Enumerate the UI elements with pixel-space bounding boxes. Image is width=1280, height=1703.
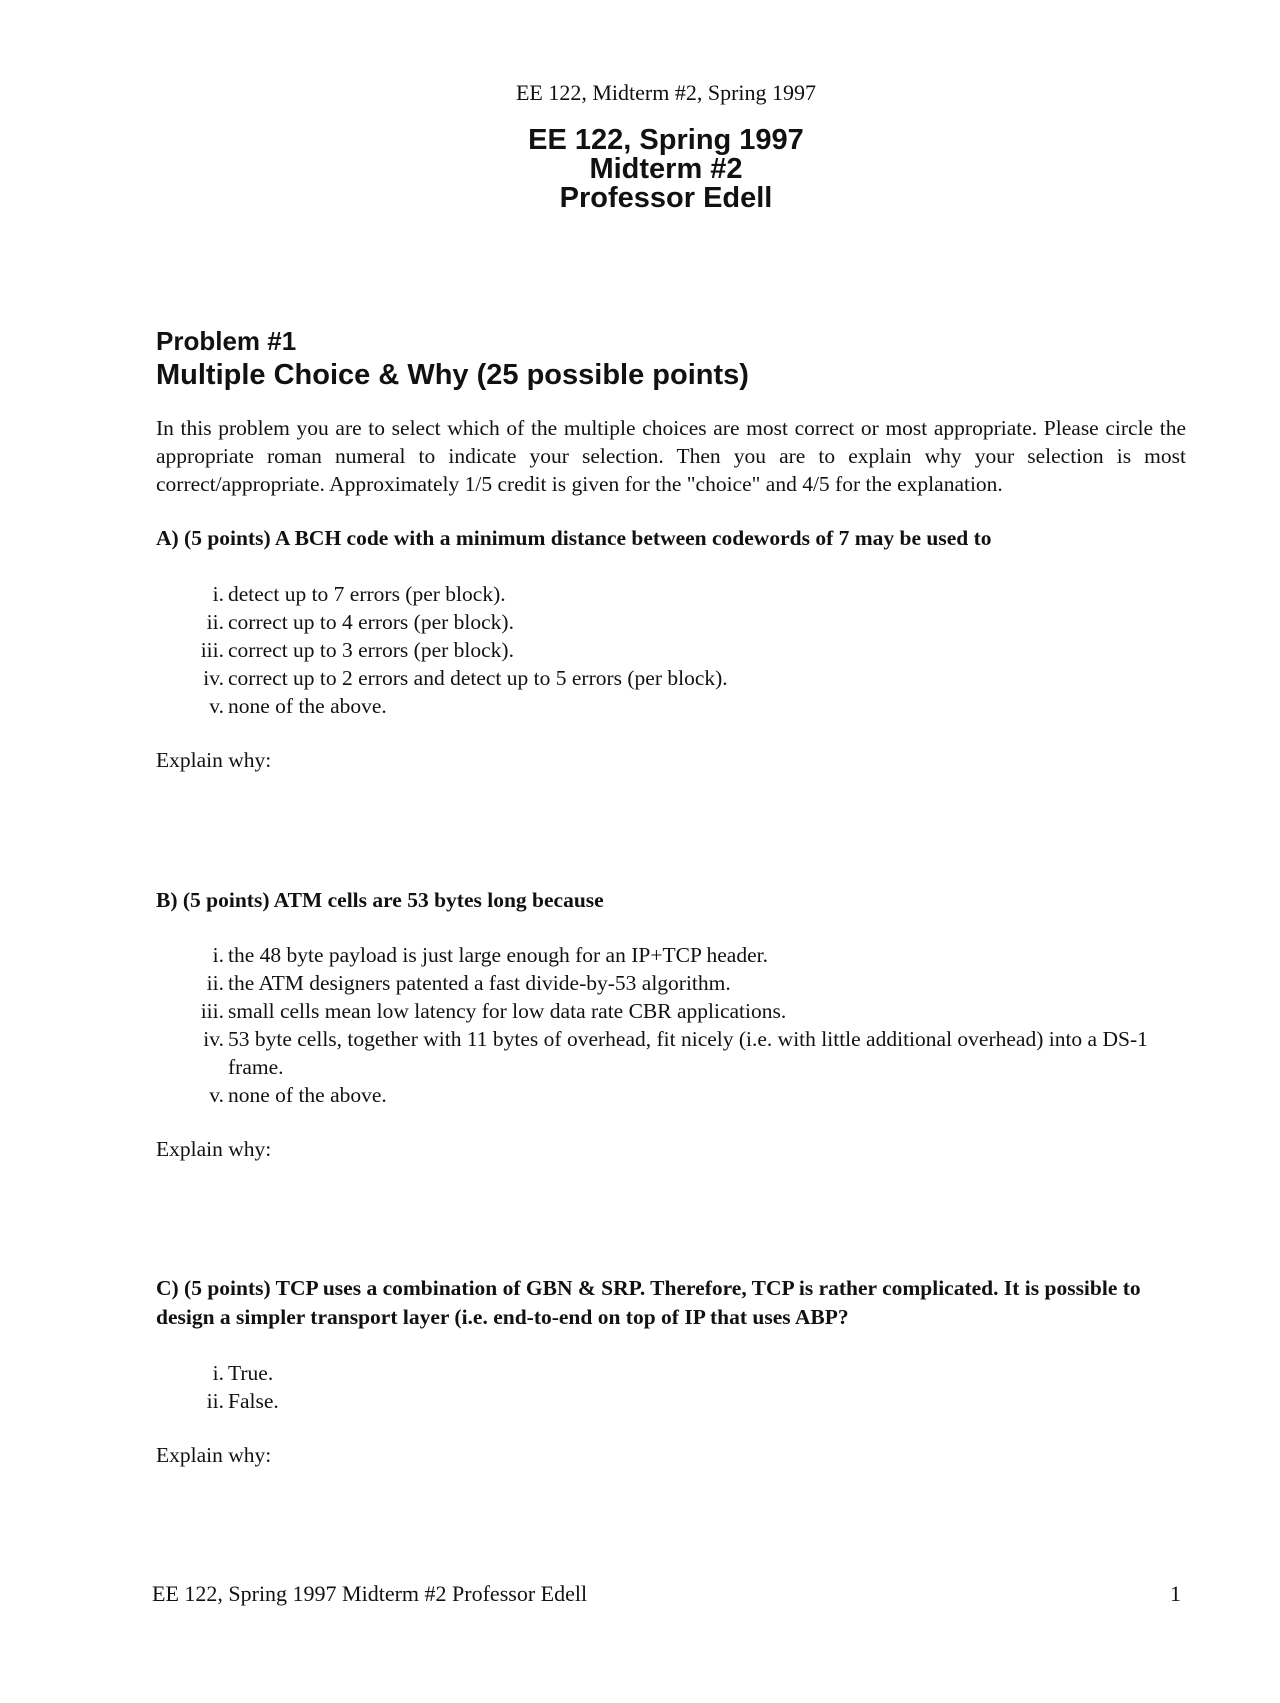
choice-item (156, 941, 1186, 969)
question-a-choices (156, 580, 1186, 720)
choice-text: the 48 byte payload is just large enough for an IP+TCP header. (228, 943, 768, 967)
choice-text: correct up to 4 errors (per block). (228, 610, 514, 634)
title-line-professor: Professor Edell (559, 182, 773, 214)
question-b-choices (156, 941, 1186, 1109)
question-b-prompt: B) (5 points) ATM cells are 53 bytes long because (156, 888, 604, 912)
choice-numeral: i. (212, 582, 224, 606)
exam-title (0, 126, 1280, 213)
choice-numeral: ii. (206, 610, 224, 634)
choice-numeral: iv. (203, 1027, 224, 1051)
choice-item (156, 608, 1186, 636)
choice-numeral: iv. (203, 666, 224, 690)
choice-item (156, 1387, 1186, 1415)
problem-instructions: In this problem you are to select which of the multiple choices are most correct or most appropriate. Please circle the appropriate roman numeral to indicate your selection. Then you are to explain why your selection is most correct/appropriate. Approximately 1/5 credit is given for the "choice" and 4/5 for the explanation. (156, 416, 1186, 496)
page-footer: EE 122, Spring 1997 Midterm #2 Professor Edell (152, 1581, 588, 1606)
question-a-explain-prompt: Explain why: (156, 748, 272, 772)
title-line-course: EE 122, Spring 1997 (528, 124, 804, 156)
choice-numeral: i. (212, 1361, 224, 1385)
title-line-exam: Midterm #2 (589, 153, 743, 185)
choice-item (156, 969, 1186, 997)
question-c-explain-prompt: Explain why: (156, 1443, 272, 1467)
choice-numeral: ii. (206, 1389, 224, 1413)
choice-item (156, 636, 1186, 664)
choice-item (156, 664, 1186, 692)
choice-numeral: v. (209, 694, 224, 718)
choice-numeral: v. (209, 1083, 224, 1107)
choice-item (156, 997, 1186, 1025)
choice-text: correct up to 3 errors (per block). (228, 638, 514, 662)
question-c-choices (156, 1359, 1186, 1415)
choice-numeral: iii. (200, 999, 224, 1023)
problem-label: Problem #1 (156, 326, 297, 356)
choice-text: correct up to 2 errors and detect up to 5 errors (per block). (228, 666, 728, 690)
choice-text: the ATM designers patented a fast divide-by-53 algorithm. (228, 971, 731, 995)
choice-text: small cells mean low latency for low data rate CBR applications. (228, 999, 787, 1023)
choice-item (156, 580, 1186, 608)
choice-text: none of the above. (228, 694, 387, 718)
choice-numeral: iii. (200, 638, 224, 662)
choice-numeral: i. (212, 943, 224, 967)
choice-item (156, 1359, 1186, 1387)
choice-text: False. (228, 1389, 279, 1413)
choice-text: none of the above. (228, 1083, 387, 1107)
choice-item (156, 1025, 1186, 1081)
problem-title: Multiple Choice & Why (25 possible points) (156, 359, 749, 391)
page-number: 1 (1170, 1581, 1181, 1606)
choice-text: 53 byte cells, together with 11 bytes of overhead, fit nicely (i.e. with little additional overhead) into a DS-1 frame. (228, 1027, 1148, 1079)
running-head: EE 122, Midterm #2, Spring 1997 (515, 80, 817, 105)
question-a-prompt: A) (5 points) A BCH code with a minimum distance between codewords of 7 may be used to (156, 526, 992, 550)
choice-item (156, 692, 1186, 720)
choice-numeral: ii. (206, 971, 224, 995)
question-b-explain-prompt: Explain why: (156, 1137, 272, 1161)
choice-item (156, 1081, 1186, 1109)
choice-text: detect up to 7 errors (per block). (228, 582, 506, 606)
question-c-prompt: C) (5 points) TCP uses a combination of GBN & SRP. Therefore, TCP is rather complicated. It is possible to design a simpler transport layer (i.e. end-to-end on top of IP that uses ABP? (156, 1276, 1141, 1329)
choice-text: True. (228, 1361, 274, 1385)
